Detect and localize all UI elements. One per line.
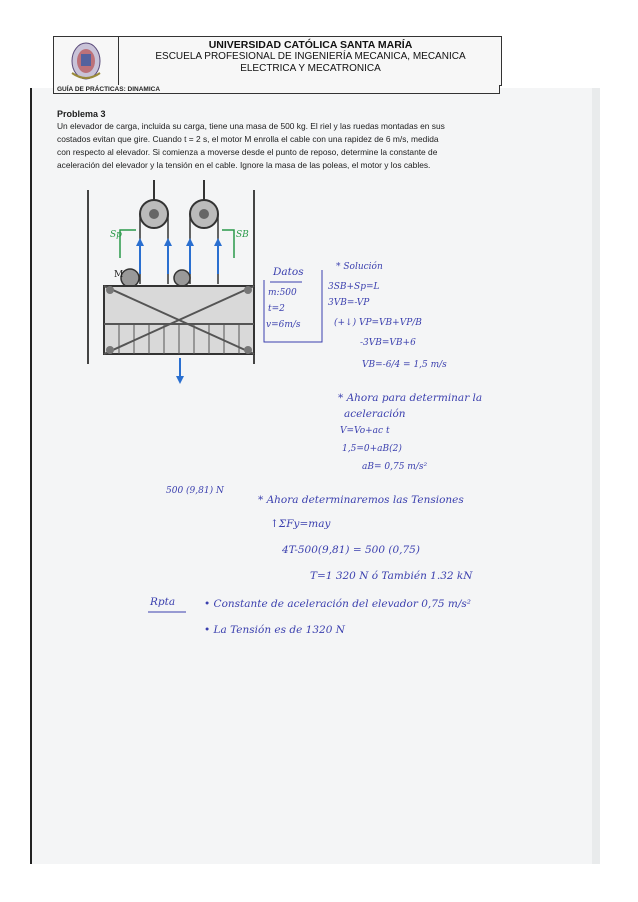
tension-eq-2: 4T-500(9,81) = 500 (0,75) bbox=[282, 544, 420, 556]
acceleration-title: * Ahora para determinar la bbox=[338, 392, 483, 404]
acceleration-eq-3: aB= 0,75 m/s² bbox=[362, 462, 428, 472]
document-header bbox=[53, 36, 502, 86]
problem-line: aceleración del elevador y la tensión en el cable. Ignore la masa de las poleas, el motor y los cables. bbox=[57, 160, 431, 170]
datos-time: t=2 bbox=[268, 304, 285, 314]
answer-line-1: • Constante de aceleración del elevador 0,75 m/s² bbox=[204, 598, 472, 610]
problem-statement bbox=[57, 108, 497, 172]
problem-title: Problema 3 bbox=[57, 109, 106, 119]
solution-eq-4: -3VB=VB+6 bbox=[360, 338, 416, 348]
school-line-1: ESCUELA PROFESIONAL DE INGENIERÍA MECANICA, MECANICA bbox=[155, 51, 466, 62]
label-motor: M bbox=[114, 270, 124, 280]
label-sb: SB bbox=[236, 230, 249, 240]
datos-title: Datos bbox=[273, 266, 304, 278]
problem-line: costados evitan que gire. Cuando t = 2 s, el motor M enrolla el cable con una rapidez de 6 m/s, medida bbox=[57, 134, 439, 144]
solution-eq-2: 3VB=-VP bbox=[328, 298, 370, 308]
university-seal bbox=[54, 37, 119, 85]
problem-line: con respecto al elevador. Si comienza a moverse desde el punto de reposo, determine la constante de bbox=[57, 147, 438, 157]
elevator-diagram bbox=[74, 174, 270, 396]
weight-label: 500 (9,81) N bbox=[166, 486, 224, 496]
elevator-figure bbox=[74, 174, 270, 396]
acceleration-eq-1: V=Vo+ac t bbox=[340, 426, 390, 436]
solution-eq-1: 3SB+Sp=L bbox=[328, 282, 380, 292]
datos-mass: m:500 bbox=[268, 288, 297, 298]
tension-eq-3: T=1 320 N ó También 1.32 kN bbox=[310, 570, 473, 582]
solution-title: * Solución bbox=[336, 262, 383, 272]
answer-line-2: • La Tensión es de 1320 N bbox=[204, 624, 345, 636]
problem-line: Un elevador de carga, incluida su carga, tiene una masa de 500 kg. El riel y las ruedas montadas en sus bbox=[57, 121, 445, 131]
acceleration-eq-2: 1,5=0+aB(2) bbox=[342, 444, 402, 454]
solution-eq-5: VB=-6/4 = 1,5 m/s bbox=[362, 360, 447, 370]
tension-title: * Ahora determinaremos las Tensiones bbox=[258, 494, 464, 506]
tension-eq-1: ↑ΣFy=may bbox=[270, 518, 331, 530]
acceleration-title-2: aceleración bbox=[344, 408, 406, 420]
header-title bbox=[120, 39, 501, 75]
label-sp: Sp bbox=[110, 230, 122, 240]
solution-eq-3: (+↓) VP=VB+VP/B bbox=[334, 318, 422, 328]
answer-label: Rpta bbox=[150, 596, 176, 608]
school-line-2: ELECTRICA Y MECATRONICA bbox=[240, 63, 381, 74]
guide-label: GUÍA DE PRÁCTICAS: DINAMICA bbox=[53, 85, 500, 94]
university-name: UNIVERSIDAD CATÓLICA SANTA MARÍA bbox=[208, 39, 413, 51]
datos-speed: v=6m/s bbox=[266, 320, 301, 330]
seal-emblem-icon bbox=[54, 37, 118, 85]
